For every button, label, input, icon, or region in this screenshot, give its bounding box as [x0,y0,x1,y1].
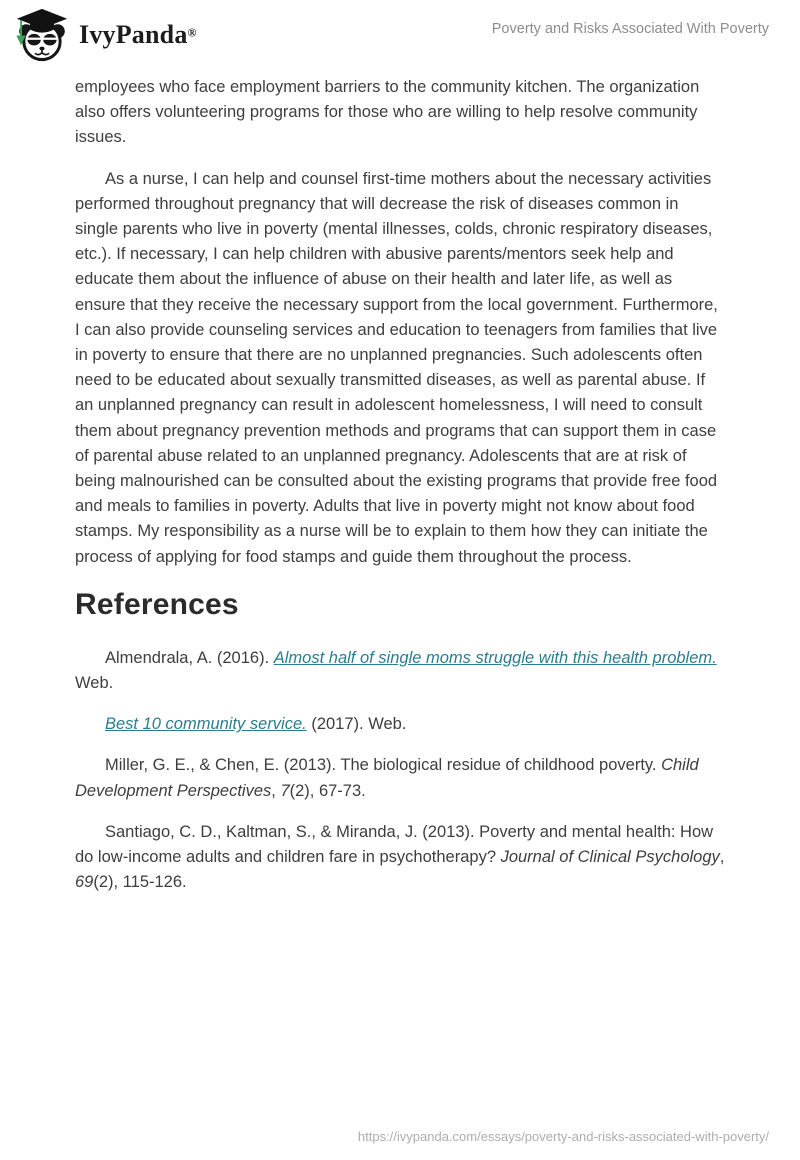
reference-text: , [719,848,725,867]
reference-text: (2017). Web. [306,715,407,734]
paragraph: employees who face employment barriers to the community kitchen. The organization also offers volunteering programs for those who are willing to help resolve community issues. [75,78,700,147]
reference-text: Web. [75,674,114,693]
paragraph: As a nurse, I can help and counsel first-time mothers about the necessary activities performed throughout pregnancy that will decrease the risk of diseases common in single parents who live in poverty (mental illnesses, colds, chronic respiratory diseases, etc.). If necessary, I can help children with abusive parents/mentors seek help and educate them about the influence of abuse on their health and later life, as well as ensure that they receive the necessary support from the local government. Furthermore, I can also provide counseling services and education to teenagers from families that live in poverty to ensure that there are no unplanned pregnancies. Such adolescents often need to be educated about sexually transmitted diseases, as well as parental abuse. If an unplanned pregnancy can result in adolescent homelessness, I will need to consult them about pregnancy prevention methods and programs that can support them in case of parental abuse related to an unplanned pregnancy. Adolescents that are at risk of being malnourished can be consulted about the existing programs that provide free food and meals to families in poverty. Adults that live in poverty might not know about food stamps. My responsibility as a nurse will be to explain to them how they can initiate the process of applying for food stamps and guide them throughout the process. [75,169,718,566]
reference-entry [75,753,725,803]
brand-name-text: IvyPanda [79,20,188,49]
reference-text: (2), 67-73. [289,781,366,800]
reference-entry [75,646,725,696]
brand [14,8,197,62]
reference-link[interactable]: Almost half of single moms struggle with this health problem. [273,648,717,667]
reference-text: Miller, G. E., & Chen, E. (2013). The biological residue of childhood poverty. [105,756,662,775]
reference-link[interactable]: Best 10 community service. [105,715,307,734]
reference-volume: 69 [75,873,94,892]
page-footer [358,1129,769,1145]
reference-entry [75,820,725,896]
reference-text: , [271,781,281,800]
brand-name [79,22,197,48]
reference-volume: 7 [280,781,290,800]
reference-entry [75,712,725,737]
reference-text: (2), 115-126. [93,873,187,892]
panda-graduate-icon [14,8,70,62]
references-heading: References [75,587,239,621]
reference-journal: Child Development Perspectives [75,756,699,800]
reference-journal: Journal of Clinical Psychology [500,848,720,867]
page-header [0,0,800,60]
document-title: Poverty and Risks Associated With Poverty [491,21,769,37]
essay-content [0,60,800,895]
registered-mark: ® [187,25,197,40]
reference-text: Almendrala, A. (2016). [105,648,274,667]
page-url: https://ivypanda.com/essays/poverty-and-risks-associated-with-poverty/ [357,1129,769,1145]
reference-text: Santiago, C. D., Kaltman, S., & Miranda, J. (2013). Poverty and mental health: How do low-income adults and children fare in psychotherapy? [75,822,714,867]
